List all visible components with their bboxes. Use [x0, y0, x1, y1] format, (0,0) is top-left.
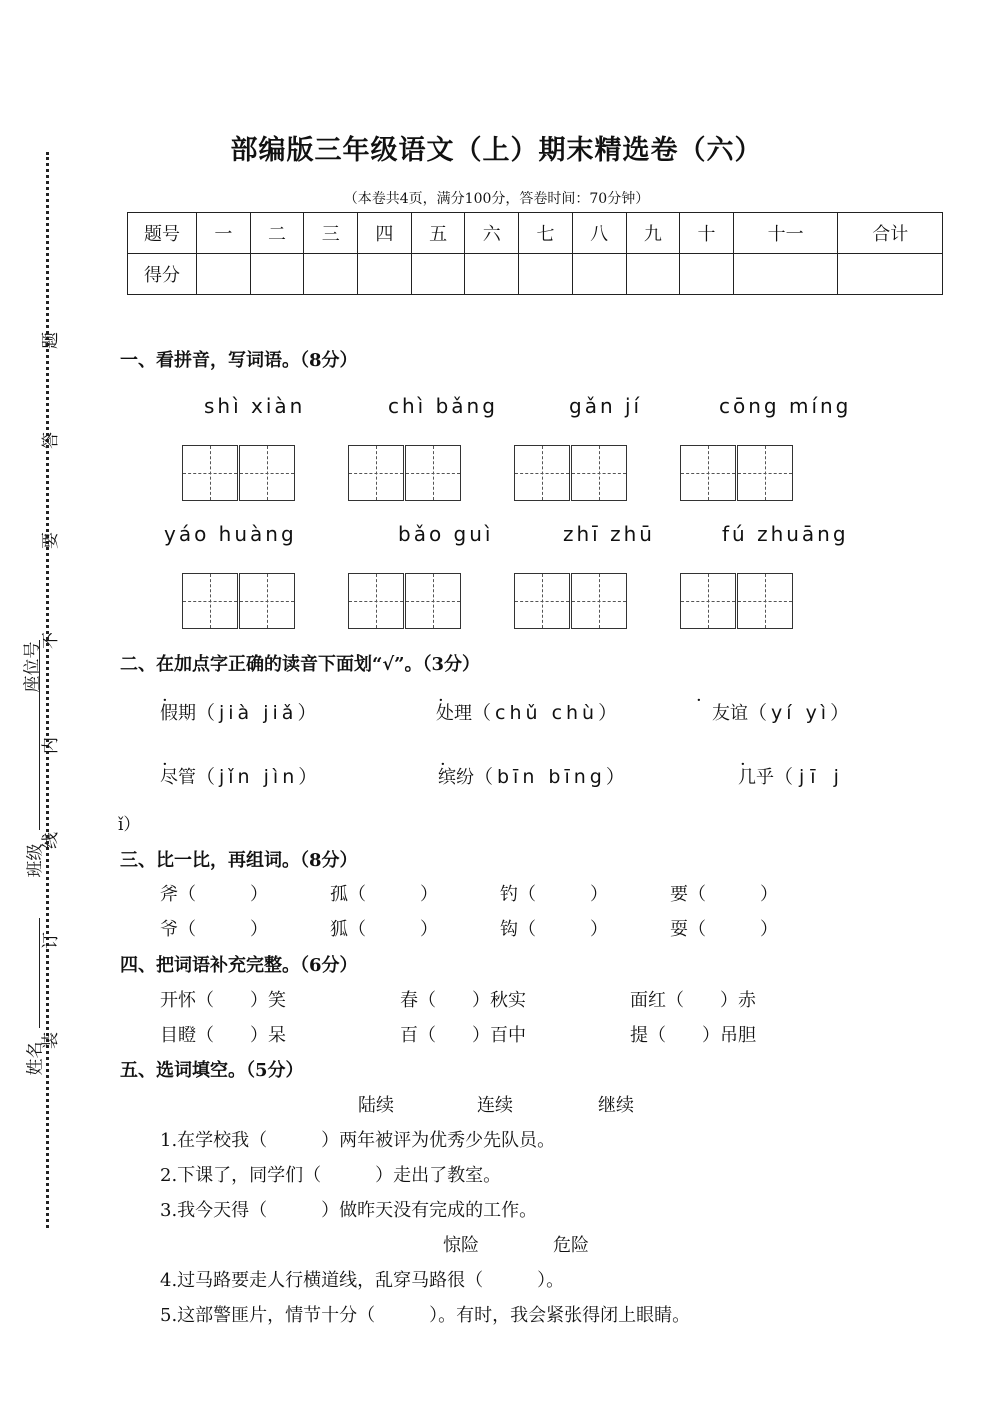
- tianzige-box[interactable]: [514, 445, 628, 501]
- tianzige-box[interactable]: [680, 573, 794, 629]
- score-cell[interactable]: [358, 254, 412, 295]
- word-option: 连续: [477, 1095, 513, 1116]
- compare-item: 斧（ ）: [160, 884, 268, 905]
- score-cell[interactable]: [250, 254, 304, 295]
- score-header: 八: [572, 213, 626, 254]
- score-value-row: [128, 254, 943, 295]
- score-cell[interactable]: [304, 254, 358, 295]
- fill-sentence: 2.下课了，同学们（ ）走出了教室。: [160, 1165, 502, 1186]
- pinyin-1: shì xiàn: [204, 394, 306, 418]
- item-word: 处理: [436, 703, 472, 724]
- pinyin-2: chì bǎng: [388, 394, 498, 418]
- tianzige-box[interactable]: [348, 445, 462, 501]
- score-header: 三: [304, 213, 358, 254]
- sidebar-char-nei: 内: [41, 737, 61, 754]
- section-3-heading: 三、比一比，再组词。（8分）: [120, 850, 358, 871]
- word-option: 危险: [553, 1235, 589, 1256]
- item-word: 尽管: [160, 767, 196, 788]
- reading-item-4: [160, 762, 321, 789]
- score-cell[interactable]: [519, 254, 573, 295]
- seat-label: 座位号: [22, 641, 43, 693]
- score-row-label: 得分: [128, 254, 197, 295]
- reading-item-3: [712, 698, 853, 725]
- item-pinyin: （jǐn jìn）: [196, 766, 322, 788]
- sidebar-char-xian: 线: [41, 832, 61, 849]
- score-header: 六: [465, 213, 519, 254]
- score-header: 九: [626, 213, 680, 254]
- binding-dotted-line: [46, 152, 49, 1228]
- idiom-item: 春（ ）秋实: [400, 990, 526, 1011]
- section-5-heading: 五、选词填空。（5分）: [120, 1060, 304, 1081]
- class-underline: [39, 730, 40, 830]
- score-cell[interactable]: [197, 254, 251, 295]
- score-header-row: [128, 213, 943, 254]
- score-header: 十: [680, 213, 734, 254]
- sidebar-char-bu: 不: [41, 632, 61, 649]
- idiom-item: 百（ ）百中: [400, 1025, 526, 1046]
- item-pinyin: （jià jiǎ）: [196, 702, 321, 724]
- reading-item-1: [160, 698, 320, 725]
- item-word: 假期: [160, 703, 196, 724]
- compare-item: 孤（ ）: [330, 884, 438, 905]
- reading-item-6: [738, 762, 845, 789]
- pinyin-4: cōng míng: [719, 394, 852, 418]
- reading-item-2: [436, 698, 621, 725]
- word-option: 惊险: [443, 1235, 479, 1256]
- section-2-heading: 二、在加点字正确的读音下面划“√”。（3分）: [120, 654, 481, 675]
- fill-sentence: 4.过马路要走人行横道线，乱穿马路很（ ）。: [160, 1270, 565, 1291]
- sidebar-char-da: 答: [41, 432, 61, 449]
- pinyin-5: yáo huàng: [164, 522, 297, 546]
- score-cell[interactable]: [680, 254, 734, 295]
- sidebar-char-zhuang: 装: [41, 1032, 61, 1049]
- idiom-item: 目瞪（ ）呆: [160, 1025, 286, 1046]
- tianzige-box[interactable]: [680, 445, 794, 501]
- idiom-item: 提（ ）吊胆: [630, 1025, 756, 1046]
- score-header: 题号: [128, 213, 197, 254]
- class-label: 班级: [25, 843, 46, 878]
- compare-item: 钩（ ）: [500, 919, 608, 940]
- item-pinyin: （bīn bīng）: [474, 766, 629, 788]
- reading-item-6-wrap: ǐ）: [118, 815, 141, 835]
- seat-underline: [39, 640, 40, 735]
- section-4-heading: 四、把词语补充完整。（6分）: [120, 955, 358, 976]
- item-pinyin: （yí yì）: [748, 702, 854, 724]
- name-underline: [39, 918, 40, 1028]
- item-pinyin: （chǔ chù）: [472, 702, 622, 724]
- score-cell[interactable]: [626, 254, 680, 295]
- compare-item: 要（ ）: [670, 884, 778, 905]
- fill-sentence: 1.在学校我（ ）两年被评为优秀少先队员。: [160, 1130, 556, 1151]
- idiom-item: 开怀（ ）笑: [160, 990, 286, 1011]
- score-header: 十一: [733, 213, 838, 254]
- pinyin-8: fú zhuāng: [722, 522, 849, 546]
- score-cell[interactable]: [465, 254, 519, 295]
- fill-sentence: 3.我今天得（ ）做昨天没有完成的工作。: [160, 1200, 538, 1221]
- sidebar-char-yao: 要: [41, 532, 61, 549]
- tianzige-box[interactable]: [182, 573, 296, 629]
- reading-item-5: [438, 762, 629, 789]
- score-header: 五: [411, 213, 465, 254]
- score-header: 合计: [838, 213, 943, 254]
- pinyin-6: bǎo guì: [398, 522, 494, 546]
- score-cell[interactable]: [733, 254, 838, 295]
- name-label: 姓名: [25, 1041, 46, 1076]
- tianzige-box[interactable]: [514, 573, 628, 629]
- score-header: 一: [197, 213, 251, 254]
- score-table: [127, 212, 943, 295]
- idiom-item: 面红（ ）赤: [630, 990, 756, 1011]
- item-word: 几乎: [738, 767, 774, 788]
- score-header: 七: [519, 213, 573, 254]
- item-word: 缤纷: [438, 767, 474, 788]
- pinyin-3: gǎn jí: [569, 394, 643, 418]
- fill-sentence: 5.这部警匪片，情节十分（ ）。有时，我会紧张得闭上眼睛。: [160, 1305, 691, 1326]
- score-cell[interactable]: [838, 254, 943, 295]
- tianzige-box[interactable]: [182, 445, 296, 501]
- item-pinyin: （jī j: [774, 766, 845, 788]
- tianzige-box[interactable]: [348, 573, 462, 629]
- word-option: 继续: [598, 1095, 634, 1116]
- pinyin-7: zhī zhū: [563, 522, 655, 546]
- score-cell[interactable]: [572, 254, 626, 295]
- word-option: 陆续: [358, 1095, 394, 1116]
- score-header: 四: [358, 213, 412, 254]
- compare-item: 爷（ ）: [160, 919, 268, 940]
- section-1-heading: 一、看拼音，写词语。（8分）: [120, 350, 358, 371]
- page-subtitle: （本卷共4页，满分100分，答卷时间：70分钟）: [343, 191, 650, 207]
- page-title: 部编版三年级语文（上）期末精选卷（六）: [230, 135, 763, 166]
- score-header: 二: [250, 213, 304, 254]
- item-word: · 友谊: [694, 703, 748, 724]
- compare-item: 钓（ ）: [500, 884, 608, 905]
- compare-item: 耍（ ）: [670, 919, 778, 940]
- sidebar-char-ding: 订: [41, 932, 61, 949]
- score-cell[interactable]: [411, 254, 465, 295]
- compare-item: 狐（ ）: [330, 919, 438, 940]
- sidebar-char-ti: 题: [41, 332, 61, 349]
